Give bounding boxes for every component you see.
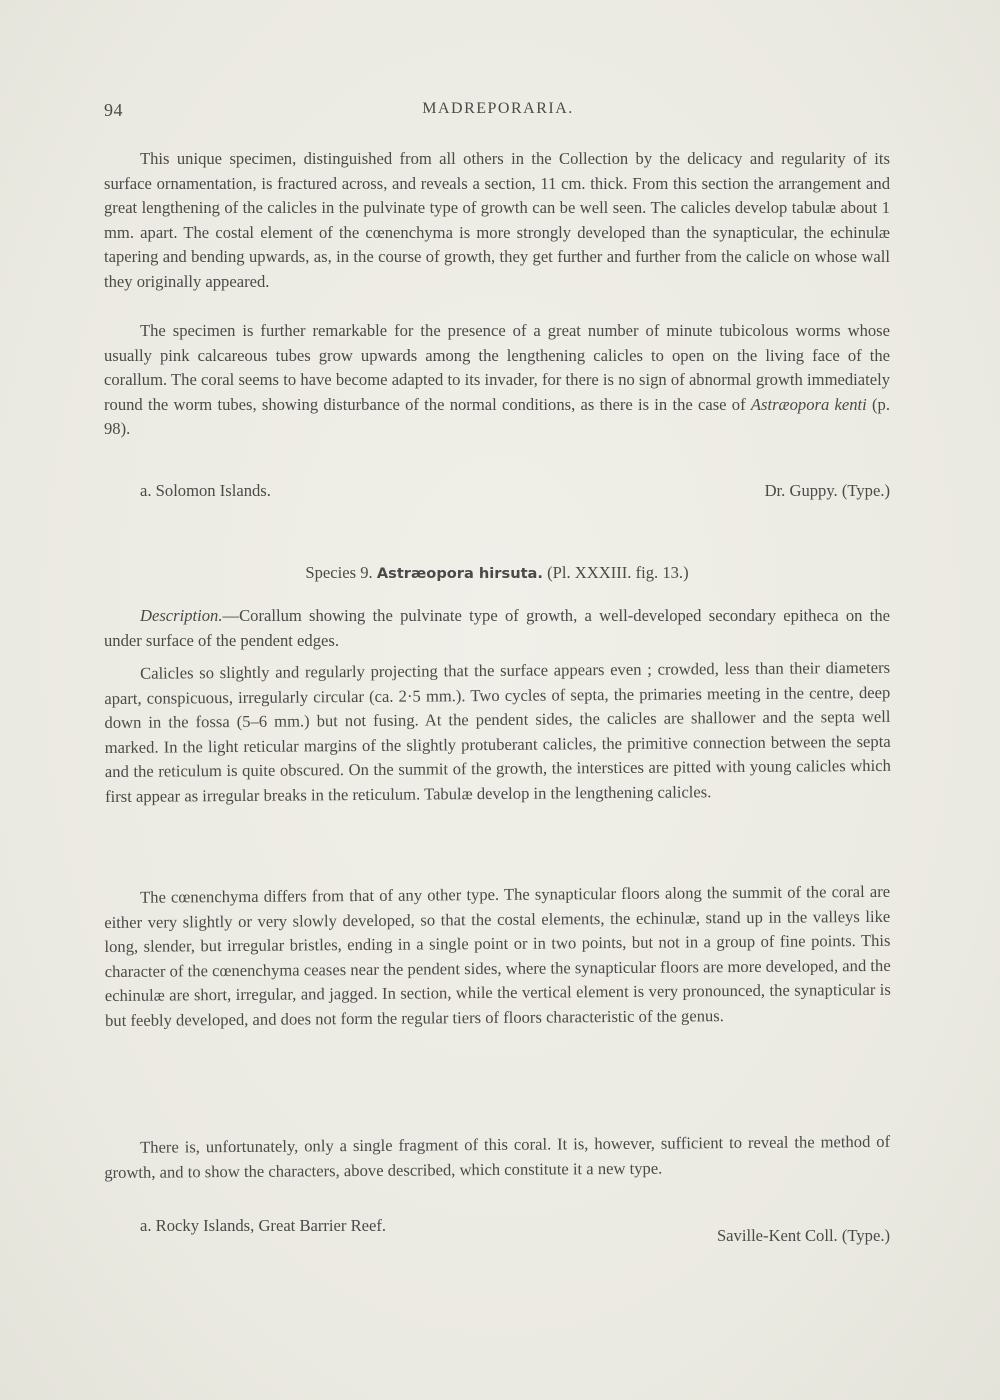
paragraph-conclusion: There is, unfortunately, only a single fragment of this coral. It is, however, sufficient to reveal the method of growth, and to show the characters, above described, which constitute it a new type. [104,1131,891,1182]
specimen-record-solomon [104,481,890,507]
species-heading [104,563,890,583]
description-label: Description. [140,606,223,625]
specimen-locality: a. Rocky Islands, Great Barrier Reef. [140,1216,387,1235]
running-head [104,100,892,128]
description-text: —Corallum showing the pulvinate type of growth, a well-developed secondary epitheca on the under surface of the pendent edges. [104,606,890,650]
paragraph-calicles: Calicles so slightly and regularly projecting that the surface appears even ; crowded, less than their diameters apart, conspicuous, irregularly circular (ca. 2·5 mm.). Two cycles of septa, the primaries meeting in the centre, deep down in the fossa (5–6 mm.) but not fusing. At the pendent sides, the calicles are shallower and the septa well marked. In the light reticular margins of the slightly protuberant calicles, the primitive connection between the septa and the reticulum is quite obscured. On the summit of the growth, the interstices are pitted with young calicles which first appear as irregular breaks in the reticulum. Tabulæ develop in the lengthening calicles. [104,657,891,806]
paragraph-description [104,604,890,653]
paragraph-specimen-description: This unique specimen, distinguished from all others in the Collection by the delicacy and regularity of its surface ornamentation, is fractured across, and reveals a section, 11 cm. thick. From this section the arrangement and great lengthening of the calicles in the pulvinate type of growth can be well seen. The calicles develop tabulæ about 1 mm. apart. The costal element of the cœnenchyma is more strongly developed than the synapticular, the echinulæ tapering and bending upwards, as, in the course of growth, they get further and further from the calicle on whose wall they originally appeared. [104,149,890,291]
specimen-locality: a. Solomon Islands. [140,481,271,500]
species-plate: (Pl. XXXIII. fig. 13.) [547,563,689,582]
paragraph-worm-tubes-text: The specimen is further remarkable for the presence of a great number of minute tubicolous worms whose usually pink calcareous tubes grow upwards among the lengthening calicles to open on the living face of the corallum. The coral seems to have become adapted to its invader, for there is no sign of abnormal growth immediately round the worm tubes, showing disturbance of the normal conditions, as there is in the case of [104,321,890,414]
page-number: 94 [104,100,123,120]
specimen-record-rocky-islands [104,1216,890,1245]
paragraph-coenenchyma: The cœnenchyma differs from that of any other type. The synapticular floors along the summit of the coral are either very slightly or very slowly developed, so that the costal elements, the echinulæ, stand up in the valleys like long, slender, but irregular bristles, ending in a single point or in two points, but not in a group of fine points. This character of the cœnenchyma ceases near the pendent sides, where the synapticular floors are more developed, and the echinulæ are short, irregular, and jagged. In section, while the vertical element is very pronounced, the synapticular is but feebly developed, and does not form the regular tiers of floors characteristic of the genus. [104,881,891,1030]
species-reference: Astræopora kenti [750,394,867,414]
species-name: Astræopora hirsuta. [376,565,543,582]
running-title: MADREPORARIA. [422,100,574,117]
species-number: Species 9. [305,563,373,582]
specimen-collection: Saville-Kent Coll. (Type.) [716,1226,890,1245]
page-reference: (p. 98). [104,394,891,439]
paragraph-worm-tubes [104,319,890,442]
specimen-collector: Dr. Guppy. (Type.) [764,481,890,500]
